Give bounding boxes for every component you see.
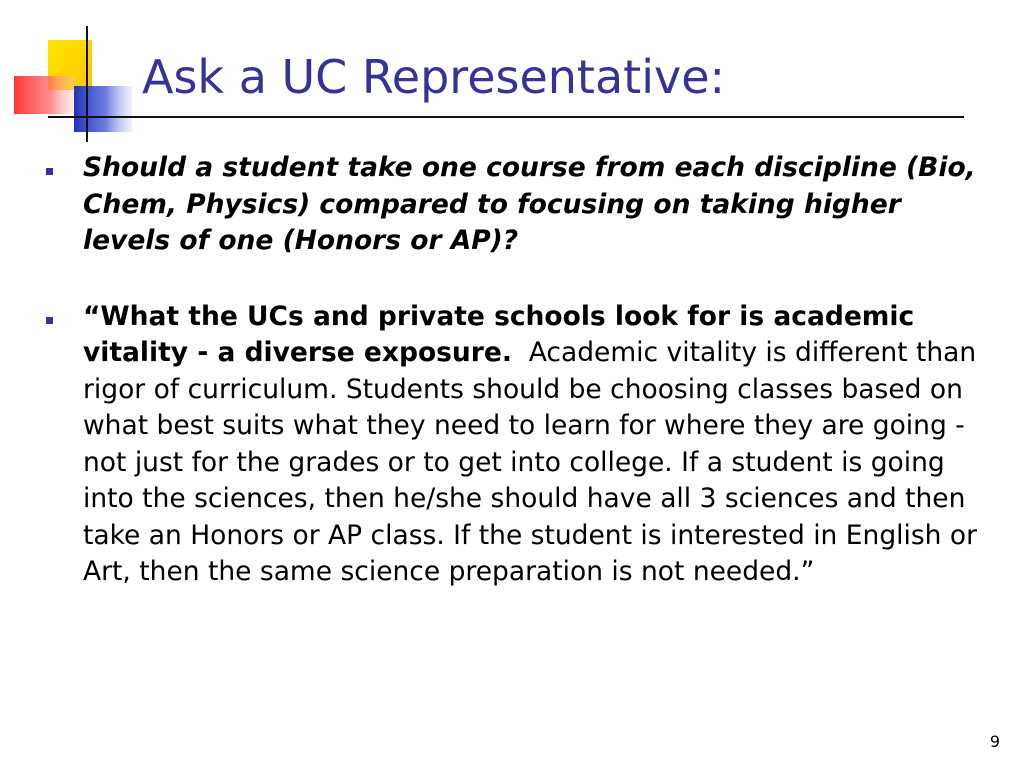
bullet-list [46,150,996,591]
page-number: 9 [989,732,1000,751]
answer-text: Academic vitality is different than rigor of curriculum. Students should be choosing classes based on what best suits what they need to learn for where they are going - not just for the grades or to get into college. If a student is going into the sciences, then he/she should have all 3 sciences and then take an Honors or AP class. If the student is interested in English or Art, then the same science preparation is not needed.” [83,337,977,587]
question-text: Should a student take one course from each discipline (Bio, Chem, Physics) compared to focusing on taking higher levels of one (Honors or AP)? [83,152,976,256]
title-underline [50,116,964,118]
squares-cross-logo-icon [10,24,140,146]
logo-red-square [14,76,76,114]
answer-bold-text: “What the UCs and private schools look for is academic vitality - a diverse exposure. [83,300,915,368]
square-bullet-icon [46,317,53,324]
square-bullet-icon [46,168,53,175]
logo-blue-square [74,86,132,132]
slide-title: Ask a UC Representative: [142,50,725,104]
bullet-item-answer [46,299,996,591]
bullet-item-question [46,150,996,260]
